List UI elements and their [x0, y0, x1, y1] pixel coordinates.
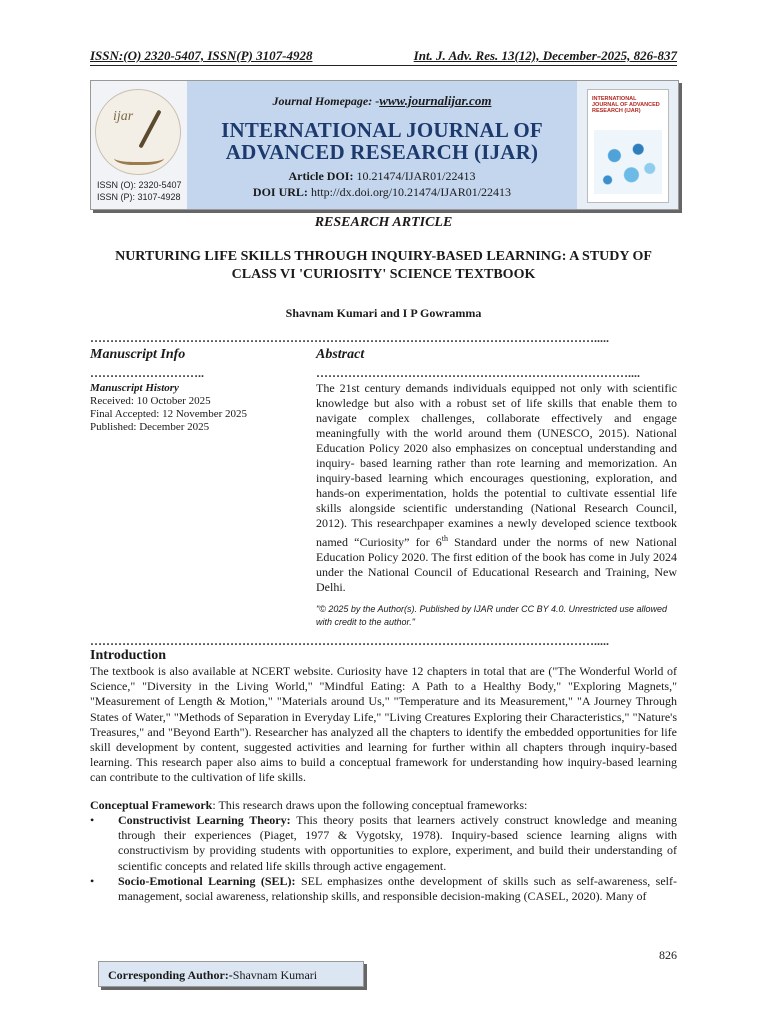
received-date: Received: 10 October 2025 — [90, 395, 211, 407]
history-label: Manuscript History — [90, 382, 179, 394]
bullet-icon: • — [90, 873, 95, 888]
corresponding-name: Shavnam Kumari — [232, 968, 318, 982]
doi-url-link[interactable]: http://dx.doi.org/10.21474/IJAR01/22413 — [310, 185, 512, 199]
published-date: Published: December 2025 — [90, 421, 210, 433]
banner-title-panel — [187, 81, 577, 209]
divider-dotted-left: ……………………….. — [90, 368, 204, 378]
running-header — [90, 44, 677, 66]
divider-dotted-lower: ………………………………………………………………………………………………………………..... — [90, 636, 609, 646]
journal-banner — [90, 80, 679, 210]
article-doi — [187, 169, 577, 184]
logo-text: ijar — [113, 109, 134, 124]
cover-title: INTERNATIONAL JOURNAL OF ADVANCED RESEARCH (IJAR) — [592, 96, 660, 114]
issn-print: ISSN (P): 3107-4928 — [97, 192, 181, 202]
corresponding-label: Corresponding Author:- — [108, 968, 233, 982]
bullet-icon: • — [90, 813, 95, 827]
abstract-heading: Abstract — [316, 347, 365, 362]
page-number: 826 — [659, 948, 677, 962]
journal-name — [187, 119, 577, 163]
book-icon — [114, 148, 164, 165]
quill-icon — [138, 110, 161, 149]
framework-term: Constructivist Learning Theory: — [118, 813, 291, 827]
abstract-text-part2: Standard under the norms of new National Education Policy 2020. The first edition of the book has come in July 2024 under the National Council of Educational Research and Training, New Delhi. — [316, 535, 677, 594]
framework-list — [90, 813, 677, 904]
issn-header: ISSN:(O) 2320-5407, ISSN(P) 3107-4928 — [90, 48, 313, 63]
introduction-paragraph: The textbook is also available at NCERT website. Curiosity have 12 chapters in total that are ("The Wonderful World of Science," "Diversity in the Living World," "Mindful Eating: A Path to a Healthy Body," "Exploring Magnets," "Measurement of Length & Motion," "Materials around Us," "Temperature and its Measurement," "A Journey Through States of Water," "Methods of Separation in Everyday Life," "Living Creatures Exploring their Characteristics," "Nature's Treasures," and "Beyond Earth"). Researcher has analyzed all the chapters to identify the embedded opportunities for life skill development by content, suggested activities and learning for further within all chapters through inquiry-based learning. This research paper also aims to build a conceptual framework for understanding how inquiry-based learning can contribute to the cultivation of life skills. — [90, 664, 677, 785]
manuscript-history — [90, 382, 290, 434]
journal-name-line1: INTERNATIONAL JOURNAL OF — [221, 118, 543, 142]
framework-term: Socio-Emotional Learning (SEL): — [118, 873, 296, 888]
paper-title — [90, 248, 677, 284]
doi-label: Article DOI: — [288, 169, 354, 183]
authors: Shavnam Kumari and I P Gowramma — [285, 306, 482, 320]
issn-online: ISSN (O): 2320-5407 — [97, 180, 182, 190]
framework-text: SEL emphasizes onthe development of skills such as self-awareness, self-management, social awareness, relationship skills, and responsible decision-making (CASEL, 2020). Many of — [118, 873, 677, 904]
doi-url — [187, 185, 577, 200]
journal-cover-image — [587, 89, 669, 203]
accepted-date: Final Accepted: 12 November 2025 — [90, 408, 248, 420]
cf-label: Conceptual Framework — [90, 798, 213, 812]
paper-title-line2: CLASS VI 'CURIOSITY' SCIENCE TEXTBOOK — [231, 267, 536, 282]
abstract-superscript: th — [441, 534, 448, 543]
manuscript-info-heading: Manuscript Info — [90, 347, 186, 362]
list-item — [90, 874, 677, 904]
abstract-body — [316, 381, 677, 595]
banner-issn — [97, 179, 182, 203]
copyright-notice: "© 2025 by the Author(s). Published by IJAR under CC BY 4.0. Unrestricted use allowed with credit to the author." — [316, 604, 668, 627]
homepage-label: Journal Homepage: - — [272, 94, 380, 108]
corresponding-author-box — [98, 961, 364, 987]
molecule-art — [594, 130, 662, 194]
citation-header: Int. J. Adv. Res. 13(12), December-2025, 826-837 — [413, 48, 677, 63]
banner-logo-panel — [91, 81, 187, 209]
divider-dotted: ………………………………………………………………………………………………………………..... — [90, 333, 609, 343]
banner-cover-panel — [577, 81, 678, 209]
article-type: RESEARCH ARTICLE — [314, 215, 453, 230]
journal-logo — [95, 89, 181, 175]
introduction-heading: Introduction — [90, 648, 166, 663]
list-item — [90, 813, 677, 874]
journal-homepage — [187, 93, 577, 109]
conceptual-framework-paragraph — [90, 798, 677, 813]
doi-value[interactable]: 10.21474/IJAR01/22413 — [356, 169, 476, 183]
journal-name-line2: ADVANCED RESEARCH (IJAR) — [225, 140, 539, 164]
paper-title-line1: NURTURING LIFE SKILLS THROUGH INQUIRY-BASED LEARNING: A STUDY OF — [115, 249, 652, 264]
cf-text: : This research draws upon the following conceptual frameworks: — [212, 798, 528, 812]
homepage-link[interactable]: www.journalijar.com — [379, 93, 492, 108]
doi-url-label: DOI URL: — [252, 185, 308, 199]
framework-text: This theory posits that learners actively construct knowledge and meaning through their experiences (Piaget, 1977 & Vygotsky, 1978). Inquiry-based science learning aligns with constructivism by providing students with opportunities to explore, experiment, and build their understanding of scientific concepts and related life skills through active engagement. — [118, 813, 678, 873]
divider-dotted-right: …………………………………………………………………….... — [316, 368, 640, 378]
abstract-text-part1: The 21st century demands individuals equipped not only with scientific knowledge but also with a robust set of life skills that enable them to navigate complex challenges, collaborate effectively and engage meaningfully with the world around them (UNESCO, 2015). National Education Policy 2020 also emphasizes on conceptual understanding and inquiry- based learning rather than rote learning and memorization. An inquiry-based learning which encourages questioning, exploration, and hands-on experimentation, holds the potential to cultivate essential life skills alongside scientific understanding (National Research Council, 2012). This researchpaper examines a newly developed science textbook named “Curiosity” for 6 — [316, 381, 677, 549]
